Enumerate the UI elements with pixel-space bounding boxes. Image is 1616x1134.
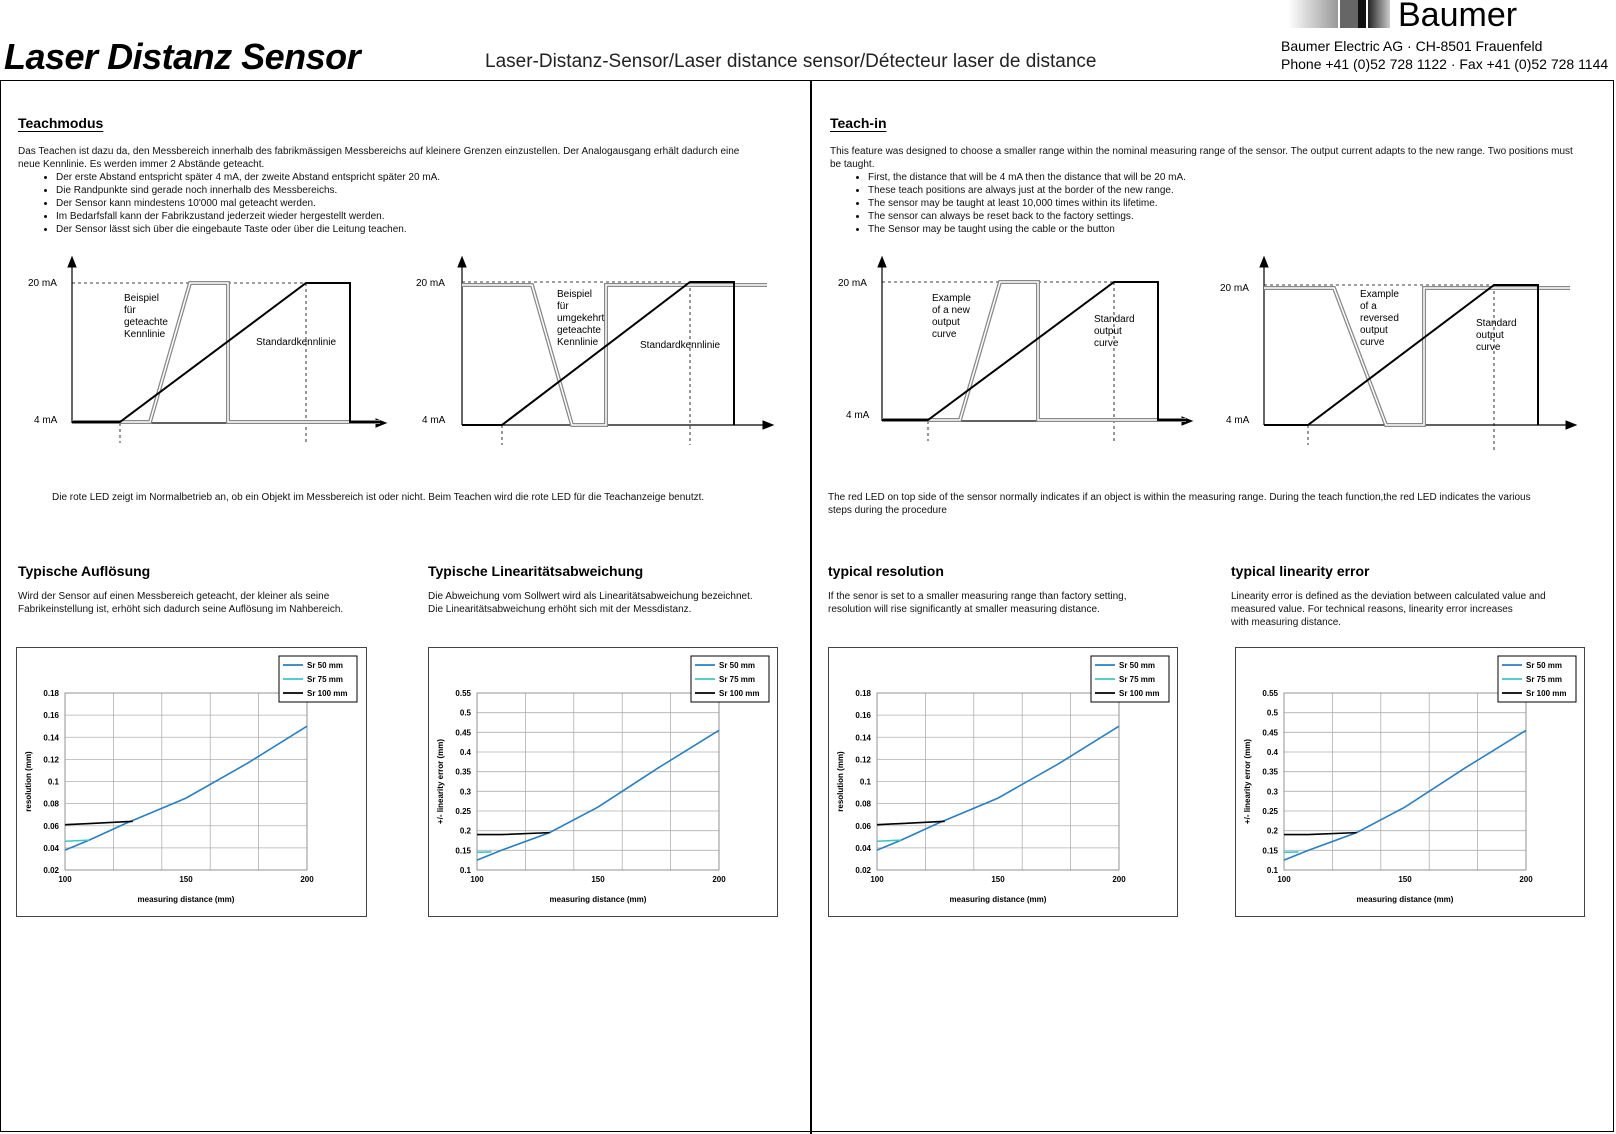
company-address: Baumer Electric AG · CH-8501 Frauenfeld (1281, 38, 1543, 54)
y-axis-label: +/- linearity error (mm) (1243, 738, 1252, 825)
series-line (1284, 833, 1357, 835)
text-line: resolution will rise significantly at smaller measuring distance. (828, 604, 1100, 615)
teach-heading-de: Teachmodus (18, 115, 104, 131)
x-tick-label: 150 (991, 875, 1005, 884)
y-tick-label: 0.1 (1266, 866, 1278, 875)
x-axis-label: measuring distance (mm) (137, 895, 235, 904)
x-tick-label: 100 (58, 875, 72, 884)
label-20ma: 20 mA (1220, 283, 1249, 294)
list-item: • First, the distance that will be 4 mA then the distance that will be 20 mA. (868, 171, 1575, 184)
teach-heading-en: Teach-in (830, 115, 887, 131)
list-item: • Im Bedarfsfall kann der Fabrikzustand jederzeit wieder hergestellt werden. (56, 210, 763, 223)
page-subtitle: Laser-Distanz-Sensor/Laser distance sensor/Détecteur laser de distance (485, 51, 1097, 72)
legend-label: Sr 100 mm (719, 689, 760, 698)
y-axis-label: +/- linearity error (mm) (436, 738, 445, 825)
y-tick-label: 0.25 (455, 807, 471, 816)
series-line (877, 726, 1119, 850)
y-tick-label: 0.45 (455, 728, 471, 738)
text-line: steps during the procedure (828, 505, 947, 516)
x-tick-label: 100 (870, 875, 884, 884)
y-tick-label: 0.18 (855, 689, 871, 698)
teach-intro-de: Das Teachen ist dazu da, den Messbereich innerhalb des fabrikmässigen Messbereichs auf kleinere Grenzen einzustellen. Der Analogausgang erhält dadurch eine neue Kennlinie. Es werden immer 2 Abstände geteacht. (18, 146, 740, 170)
text-line: measured value. For technical reasons, linearity error increases (1231, 604, 1513, 615)
y-tick-label: 0.1 (47, 777, 59, 787)
example-label: Example of a new output curve (932, 293, 971, 340)
plot-area (1284, 693, 1526, 870)
series-line (65, 726, 307, 850)
legend-label: Sr 50 mm (1119, 661, 1156, 670)
resolution-text-de (18, 590, 343, 616)
list-item: • The sensor can always be reset back to the factory settings. (868, 210, 1575, 223)
text-line: Die Abweichung vom Sollwert wird als Linearitätsabweichung bezeichnet. (428, 591, 753, 602)
legend-label: Sr 100 mm (1119, 689, 1160, 698)
x-axis-label: measuring distance (mm) (1356, 895, 1454, 904)
teach-diagram-de-2 (412, 255, 782, 455)
linearity-heading-en: typical linearity error (1231, 563, 1370, 579)
label-20ma: 20 mA (416, 278, 445, 289)
y-tick-label: 0.14 (43, 733, 59, 743)
y-tick-label: 0.5 (1266, 708, 1278, 718)
label-4ma: 4 mA (34, 415, 58, 426)
legend-label: Sr 100 mm (1526, 689, 1567, 698)
legend-label: Sr 75 mm (307, 675, 344, 684)
column-divider (810, 80, 812, 1134)
text-line: The red LED on top side of the sensor normally indicates if an object is within the measuring range. During the teach function,the red LED indicates the various (828, 492, 1531, 503)
y-tick-label: 0.04 (855, 843, 871, 853)
led-note-de: Die rote LED zeigt im Normalbetrieb an, ob ein Objekt im Messbereich ist oder nicht. Beim Teachen wird die rote LED für die Teachanzeige benutzt. (52, 492, 705, 503)
text-line: Die Linearitätsabweichung erhöht sich mit der Messdistanz. (428, 604, 692, 615)
y-tick-label: 0.55 (455, 689, 471, 698)
series-line (1284, 730, 1526, 860)
y-tick-label: 0.18 (43, 689, 59, 698)
standard-label: Standardkennlinie (640, 340, 721, 351)
resolution-chart-svg (829, 648, 1177, 916)
series-line (477, 833, 550, 835)
linearity-text-en (1231, 590, 1546, 629)
x-tick-label: 150 (1398, 875, 1412, 884)
standard-label: Standard output curve (1476, 318, 1517, 353)
y-tick-label: 0.2 (459, 826, 471, 836)
y-tick-label: 0.04 (43, 843, 59, 853)
x-tick-label: 200 (1112, 875, 1126, 884)
resolution-chart-svg (17, 648, 366, 916)
y-tick-label: 0.15 (455, 846, 471, 856)
y-tick-label: 0.45 (1262, 728, 1278, 738)
text-line: Fabrikeinstellung ist, erhöht sich dadurch seine Auflösung im Nahbereich. (18, 604, 344, 615)
resolution-chart-en (828, 647, 1178, 917)
example-label: Example of a reversed output curve (1360, 289, 1399, 348)
logo-text: Baumer (1398, 0, 1518, 34)
text-line: If the senor is set to a smaller measuring range than factory setting, (828, 591, 1127, 602)
label-4ma: 4 mA (1226, 415, 1250, 426)
label-4ma: 4 mA (422, 415, 446, 426)
list-item: • Die Randpunkte sind gerade noch innerhalb des Messbereichs. (56, 184, 763, 197)
list-item: • Der Sensor lässt sich über die eingebaute Taste oder über die Leitung teachen. (56, 223, 763, 236)
series-line (65, 840, 89, 841)
x-tick-label: 100 (470, 875, 484, 884)
label-20ma: 20 mA (838, 278, 867, 289)
series-line (477, 730, 719, 860)
y-tick-label: 0.06 (43, 821, 59, 831)
teach-diagram-en-2 (1218, 255, 1588, 455)
y-tick-label: 0.3 (459, 787, 471, 797)
x-tick-label: 200 (1519, 875, 1533, 884)
list-item: • The sensor may be taught at least 10,000 times within its lifetime. (868, 197, 1575, 210)
list-item: • The Sensor may be taught using the cable or the button (868, 223, 1575, 236)
y-tick-label: 0.02 (43, 866, 59, 875)
legend-label: Sr 75 mm (719, 675, 756, 684)
resolution-text-en (828, 590, 1126, 616)
x-tick-label: 100 (1277, 875, 1291, 884)
y-tick-label: 0.3 (1266, 787, 1278, 797)
y-tick-label: 0.1 (859, 777, 871, 787)
y-tick-label: 0.14 (855, 733, 871, 743)
y-tick-label: 0.02 (855, 866, 871, 875)
y-tick-label: 0.08 (43, 799, 59, 809)
teach-intro-en: This feature was designed to choose a smaller range within the nominal measuring range of the sensor. The output current adapts to the new range. Two positions must be taught. (830, 146, 1573, 170)
led-note-en (828, 491, 1531, 517)
legend-label: Sr 75 mm (1119, 675, 1156, 684)
y-tick-label: 0.2 (1266, 826, 1278, 836)
linearity-chart-svg (429, 648, 777, 916)
standard-label: Standardkennlinie (256, 337, 337, 348)
x-tick-label: 150 (591, 875, 605, 884)
y-tick-label: 0.16 (855, 711, 871, 721)
legend-label: Sr 50 mm (1526, 661, 1563, 670)
legend-label: Sr 50 mm (719, 661, 756, 670)
linearity-heading-de: Typische Linearitätsabweichung (428, 563, 644, 579)
list-item: • Der Sensor kann mindestens 10'000 mal geteacht werden. (56, 197, 763, 210)
y-tick-label: 0.35 (455, 767, 471, 777)
linearity-chart-de (428, 647, 778, 917)
resolution-heading-en: typical resolution (828, 563, 944, 579)
resolution-chart-de (16, 647, 367, 917)
y-axis-label: resolution (mm) (24, 751, 33, 812)
teach-text-de (18, 145, 763, 236)
list-item: • Der erste Abstand entspricht später 4 mA, der zweite Abstand entspricht später 20 mA. (56, 171, 763, 184)
x-tick-label: 200 (300, 875, 314, 884)
y-tick-label: 0.12 (43, 755, 59, 765)
series-line (877, 840, 901, 841)
y-tick-label: 0.16 (43, 711, 59, 721)
legend-label: Sr 100 mm (307, 689, 348, 698)
x-axis-label: measuring distance (mm) (949, 895, 1047, 904)
teach-text-en (830, 145, 1575, 236)
y-tick-label: 0.15 (1262, 846, 1278, 856)
text-line: with measuring distance. (1231, 617, 1342, 628)
teach-bullets-en (830, 171, 1575, 236)
legend-label: Sr 50 mm (307, 661, 344, 670)
example-label: Beispiel für umgekehrt geteachte Kennlinie (557, 289, 605, 348)
text-line: Wird der Sensor auf einen Messbereich geteacht, der kleiner als seine (18, 591, 330, 602)
y-tick-label: 0.5 (459, 708, 471, 718)
linearity-chart-svg (1236, 648, 1584, 916)
y-tick-label: 0.06 (855, 821, 871, 831)
y-tick-label: 0.12 (855, 755, 871, 765)
x-axis-label: measuring distance (mm) (549, 895, 647, 904)
page-title: Laser Distanz Sensor (4, 36, 361, 77)
y-tick-label: 0.08 (855, 799, 871, 809)
plot-area (477, 693, 719, 870)
y-axis-label: resolution (mm) (836, 751, 845, 812)
x-tick-label: 200 (712, 875, 726, 884)
x-tick-label: 150 (179, 875, 193, 884)
example-label: Beispiel für geteachte Kennlinie (124, 293, 168, 340)
list-item: • These teach positions are always just at the border of the new range. (868, 184, 1575, 197)
resolution-heading-de: Typische Auflösung (18, 563, 151, 579)
teach-bullets-de (18, 171, 763, 236)
y-tick-label: 0.55 (1262, 689, 1278, 698)
standard-label: Standard output curve (1094, 314, 1135, 349)
y-tick-label: 0.1 (459, 866, 471, 875)
linearity-chart-en (1235, 647, 1585, 917)
y-tick-label: 0.35 (1262, 767, 1278, 777)
y-tick-label: 0.4 (1266, 748, 1278, 757)
legend-label: Sr 75 mm (1526, 675, 1563, 684)
text-line: Linearity error is defined as the deviation between calculated value and (1231, 591, 1546, 602)
teach-diagram-de-1 (20, 255, 390, 455)
label-20ma: 20 mA (28, 278, 57, 289)
teach-diagram-en-1 (832, 255, 1202, 455)
label-4ma: 4 mA (846, 410, 870, 421)
y-tick-label: 0.25 (1262, 807, 1278, 816)
linearity-text-de (428, 590, 753, 616)
company-phone: Phone +41 (0)52 728 1122 · Fax +41 (0)52 728 1144 (1281, 56, 1609, 72)
y-tick-label: 0.4 (459, 748, 471, 757)
